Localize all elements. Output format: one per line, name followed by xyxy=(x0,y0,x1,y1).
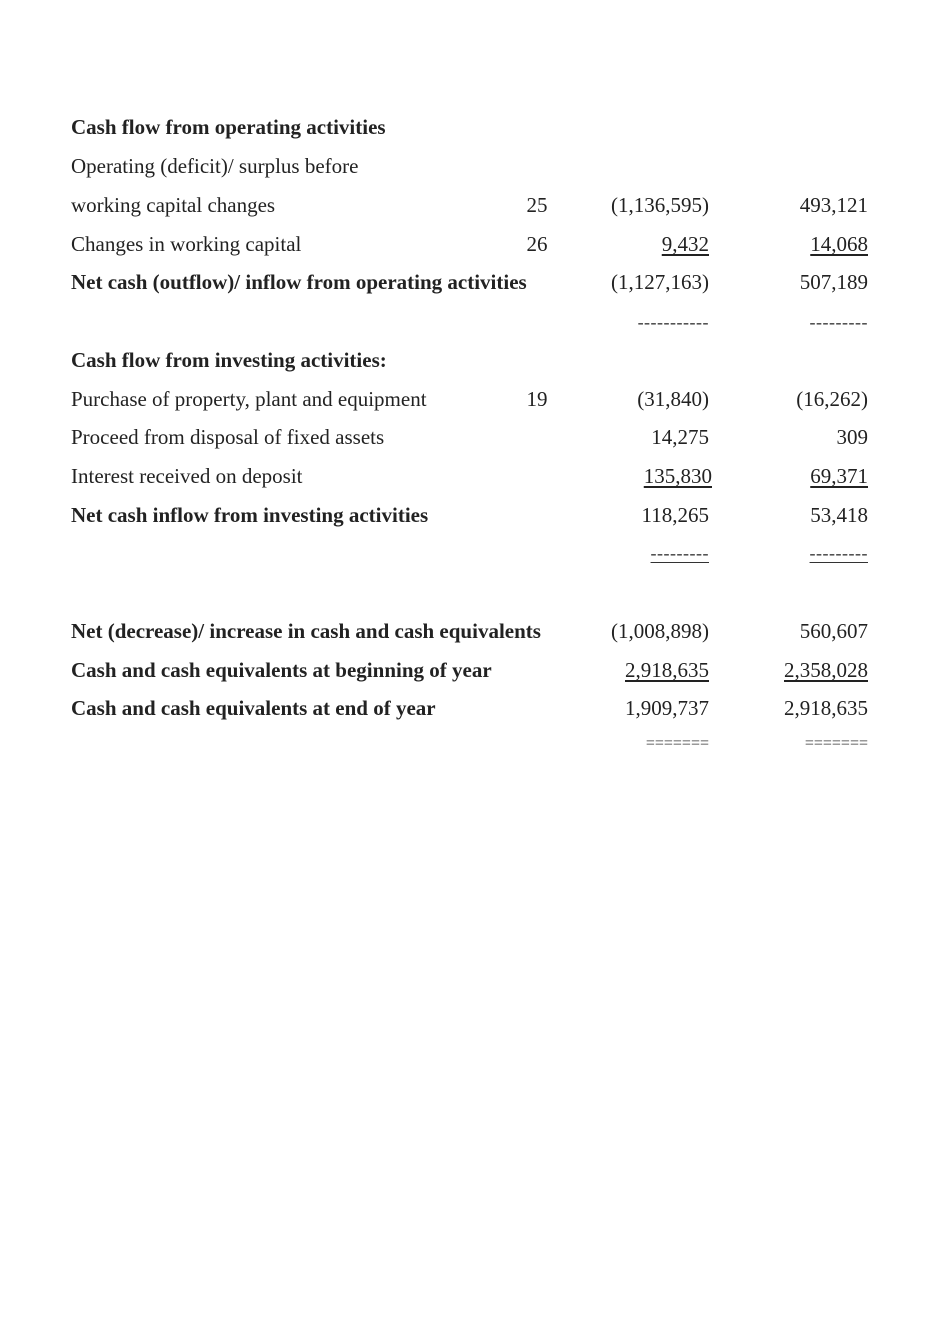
prior-year-value: 507,189 xyxy=(799,270,868,294)
summary-label: Cash and cash equivalents at beginning of year xyxy=(71,658,492,682)
summary-label: Net (decrease)/ increase in cash and cash equivalents xyxy=(71,619,541,643)
summary-row xyxy=(0,693,943,723)
summary-row xyxy=(0,655,943,685)
current-year-value: 2,918,635 xyxy=(625,658,709,682)
current-year-value: 135,830 xyxy=(643,464,712,488)
prior-year-value: 2,918,635 xyxy=(784,696,868,720)
double-separator: ======= xyxy=(804,735,868,752)
current-year-value: (1,136,595) xyxy=(611,193,709,217)
prior-year-value: 14,068 xyxy=(810,232,868,256)
separator-row xyxy=(0,307,943,337)
separator-row xyxy=(0,538,943,568)
table-row xyxy=(0,461,943,491)
note-ref: 19 xyxy=(526,387,548,411)
operating-heading-row xyxy=(0,112,943,142)
prior-year-value: 2,358,028 xyxy=(784,658,868,682)
row-label: Interest received on deposit xyxy=(71,464,303,488)
current-year-value: 9,432 xyxy=(661,232,709,256)
summary-row xyxy=(0,616,943,646)
investing-heading-row xyxy=(0,345,943,375)
prior-year-value: 69,371 xyxy=(810,464,868,488)
row-label: working capital changes xyxy=(71,193,276,217)
row-label: Changes in working capital xyxy=(71,232,302,256)
current-year-value: (1,127,163) xyxy=(611,270,709,294)
current-year-value: 1,909,737 xyxy=(625,696,709,720)
prior-year-value: 53,418 xyxy=(810,503,868,527)
current-year-value: 14,275 xyxy=(651,425,709,449)
dashed-separator: --------- xyxy=(809,312,868,332)
prior-year-value: 560,607 xyxy=(799,619,868,643)
prior-year-value: 493,121 xyxy=(799,193,868,217)
dashed-separator: --------- xyxy=(809,543,868,563)
investing-heading: Cash flow from investing activities: xyxy=(71,348,387,372)
note-ref: 26 xyxy=(526,232,548,256)
row-label: Purchase of property, plant and equipment xyxy=(71,387,427,411)
table-row xyxy=(0,422,943,452)
table-row xyxy=(0,190,943,220)
table-row xyxy=(0,151,943,181)
current-year-value: 118,265 xyxy=(641,503,709,527)
row-label: Proceed from disposal of fixed assets xyxy=(71,425,385,449)
table-row xyxy=(0,384,943,414)
summary-label: Cash and cash equivalents at end of year xyxy=(71,696,436,720)
double-separator: ======= xyxy=(645,735,709,752)
dashed-separator: ----------- xyxy=(637,312,709,332)
operating-net-label: Net cash (outflow)/ inflow from operating activities xyxy=(71,270,527,294)
operating-net-row xyxy=(0,267,943,297)
prior-year-value: 309 xyxy=(836,425,868,449)
table-row xyxy=(0,229,943,259)
row-label: Operating (deficit)/ surplus before xyxy=(71,154,359,178)
current-year-value: (1,008,898) xyxy=(611,619,709,643)
dashed-separator: --------- xyxy=(650,543,709,563)
investing-net-row xyxy=(0,500,943,530)
note-ref: 25 xyxy=(526,193,548,217)
current-year-value: (31,840) xyxy=(637,387,709,411)
prior-year-value: (16,262) xyxy=(796,387,868,411)
operating-heading: Cash flow from operating activities xyxy=(71,115,386,139)
separator-row xyxy=(0,729,943,759)
investing-net-label: Net cash inflow from investing activities xyxy=(71,503,429,527)
